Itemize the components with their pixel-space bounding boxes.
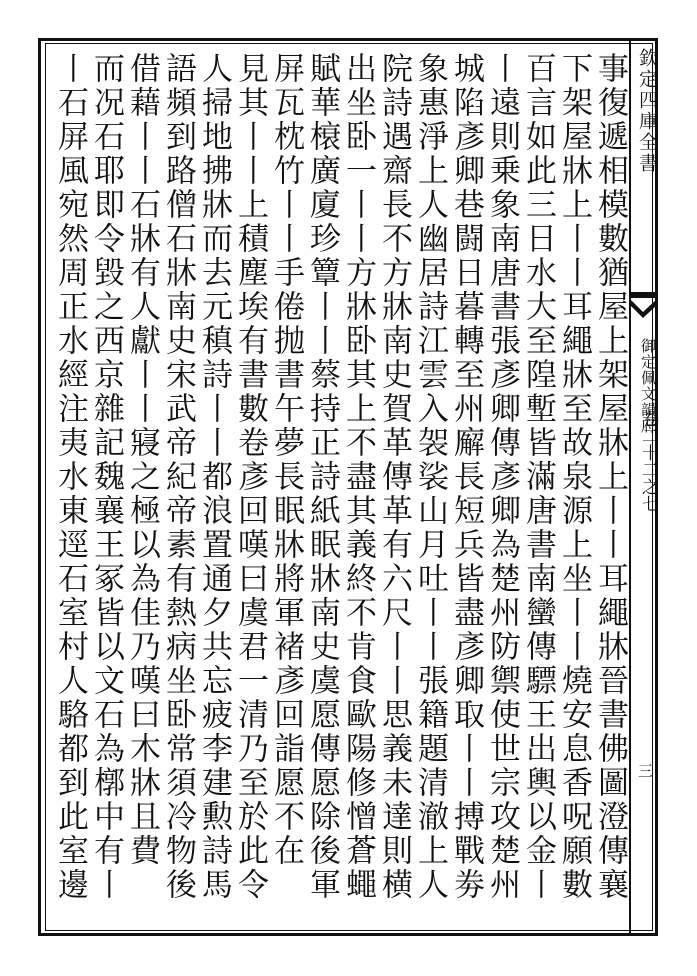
text-column-3: 百言如此三日水大至隍塹皆滿唐書南蠻傳驃王出輿以金丨	[520, 52, 556, 902]
text-column-2: 下架屋牀上丨丨耳繩牀至故泉源上坐丨丨燒安息香呪願數	[556, 52, 592, 902]
text-column-9: 賦華榱廣廈珍簟丨丨蔡持正詩紙眠牀南史虞愿傳愿除後軍	[304, 52, 340, 902]
text-column-13: 語頻到路僧石牀南史宋武帝紀帝素有熱病坐卧常須冷物後	[160, 52, 196, 902]
text-column-4: 丨遠則乗象南唐書張彥卿傳彥卿為楚州防禦使世宗攻楚州	[484, 52, 520, 902]
text-column-15: 而况石耶即令毀之西京雜記魏襄王冢皆以文石為槨中有丨	[88, 52, 124, 902]
text-column-6: 象惠淨上人幽居詩江雲入袈裟山月吐丨丨張籍題清澈上人	[412, 52, 448, 902]
text-column-1: 事復遞相模數猶屋上架屋牀上丨丨耳繩牀晉書佛圖澄傳襄	[592, 52, 628, 902]
text-column-10: 屏瓦枕竹丨丨手倦抛書午夢長眠牀將軍褚彥回詣愿不在	[268, 52, 304, 868]
text-column-8: 出坐卧一丨丨方牀卧其上不盡其義終不肯食歐陽修憎蒼蠅	[340, 52, 376, 902]
margin-title: 欽定四庫全書	[636, 48, 658, 174]
text-column-11: 見其丨丨上積塵埃有書數卷彥回嘆曰虞君一清乃至於此令	[232, 52, 268, 902]
fish-tail-mark	[629, 292, 658, 326]
margin-volume: 卷二十二之七	[638, 410, 658, 512]
text-column-7: 院詩遇齋長不方牀南史賀革傳革有六尺丨丨思義未達則横	[376, 52, 412, 902]
text-column-14: 借藉丨丨石牀有人獻丨丨寢之極以為佳乃嘆曰木牀且費	[124, 52, 160, 868]
page-number: 三	[638, 762, 654, 780]
text-column-12: 人掃地拂牀而去元稹詩丨丨都浪置通夕共忘疲李建勲詩馬	[196, 52, 232, 902]
margin-book-title: 御定佩文韻府	[639, 338, 657, 434]
text-column-5: 城陷彥卿巷闘日暮轉至州廨長短兵皆盡彥卿取丨丨搏戰劵	[448, 52, 484, 902]
text-column-16: 丨石屏風宛然周正水經注夷水東逕石室村人駱都到此室邊	[52, 52, 88, 902]
